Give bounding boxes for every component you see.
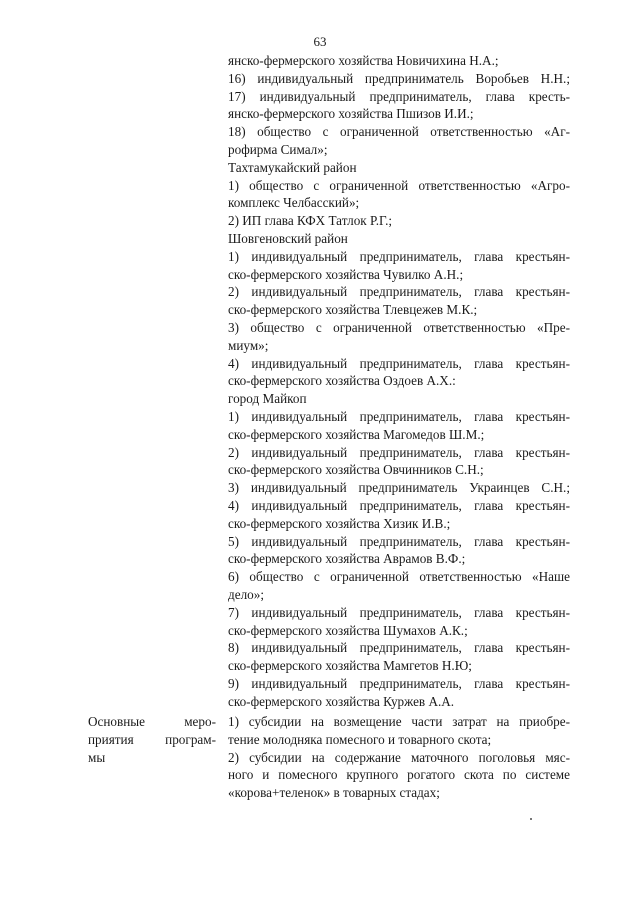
text-line: ско-фермерского хозяйства Оздоев А.Х.: (228, 373, 456, 389)
text-line: дело»; (228, 586, 264, 602)
content-line: тение молодняка помесного и товарного скота; (228, 731, 492, 747)
section-content (228, 713, 570, 802)
text-line: 3) индивидуальный предприниматель Украинцев С.Н.; (228, 480, 570, 496)
text-line: миум»; (228, 337, 269, 353)
text-line: 7) индивидуальный предприниматель, глава крестьян- (228, 604, 570, 620)
text-line: янско-фермерского хозяйства Новичихина Н.А.; (228, 53, 499, 68)
page-number: 63 (313, 34, 327, 49)
text-line: 8) индивидуальный предприниматель, глава крестьян- (228, 640, 570, 656)
content-line: 2) субсидии на содержание маточного поголовья мяс- (228, 749, 570, 765)
text-line: ско-фермерского хозяйства Тлевцежев М.К.; (228, 302, 478, 318)
text-line: 17) индивидуальный предприниматель, глава кресть- (228, 88, 570, 104)
label-line: мы (88, 749, 106, 765)
text-line: ско-фермерского хозяйства Аврамов В.Ф.; (228, 551, 466, 567)
text-line: 1) индивидуальный предприниматель, глава крестьян- (228, 248, 570, 264)
text-line: 4) индивидуальный предприниматель, глава крестьян- (228, 355, 570, 371)
text-line: Тахтамукайский район (228, 159, 357, 175)
text-line: ско-фермерского хозяйства Хизик И.В.; (228, 515, 451, 531)
content-line: 1) субсидии на возмещение части затрат на приобре- (228, 714, 570, 729)
text-line: ско-фермерского хозяйства Овчинников С.Н.; (228, 462, 484, 478)
text-line: ско-фермерского хозяйства Куржев А.А. (228, 693, 455, 709)
text-line: 1) индивидуальный предприниматель, глава крестьян- (228, 408, 570, 424)
scan-speck (530, 818, 532, 820)
section-label (88, 713, 216, 766)
enterprise-list (228, 52, 570, 710)
text-line: ско-фермерского хозяйства Чувилко А.Н.; (228, 266, 464, 282)
text-line: 2) ИП глава КФХ Татлок Р.Г.; (228, 213, 393, 229)
text-line: Шовгеновский район (228, 230, 348, 246)
text-line: город Майкоп (228, 391, 307, 407)
text-line: ско-фермерского хозяйства Магомедов Ш.М.; (228, 426, 485, 442)
text-line: комплекс Челбасский»; (228, 195, 360, 211)
text-line: 9) индивидуальный предприниматель, глава крестьян- (228, 675, 570, 691)
label-line: приятия програм- (88, 731, 216, 747)
text-line: 6) общество с ограниченной ответственностью «Наше (228, 569, 570, 585)
text-line: 5) индивидуальный предприниматель, глава крестьян- (228, 533, 570, 549)
text-line: 1) общество с ограниченной ответственностью «Агро- (228, 177, 570, 193)
text-line: 3) общество с ограниченной ответственностью «Пре- (228, 319, 570, 335)
text-line: 2) индивидуальный предприниматель, глава крестьян- (228, 444, 570, 460)
text-line: 2) индивидуальный предприниматель, глава крестьян- (228, 284, 570, 300)
text-line: 18) общество с ограниченной ответственностью «Аг- (228, 124, 570, 140)
content-line: ного и помесного крупного рогатого скота по системе (228, 767, 570, 783)
label-line: Основные меро- (88, 714, 216, 729)
text-line: рофирма Симал»; (228, 141, 328, 157)
text-line: ско-фермерского хозяйства Мамгетов Н.Ю; (228, 658, 472, 674)
text-line: ско-фермерского хозяйства Шумахов А.К.; (228, 622, 468, 638)
text-line: 4) индивидуальный предприниматель, глава крестьян- (228, 497, 570, 513)
content-line: «корова+теленок» в товарных стадах; (228, 785, 440, 801)
text-line: 16) индивидуальный предприниматель Воробьев Н.Н.; (228, 70, 570, 86)
text-line: янско-фермерского хозяйства Пшизов И.И.; (228, 106, 474, 122)
